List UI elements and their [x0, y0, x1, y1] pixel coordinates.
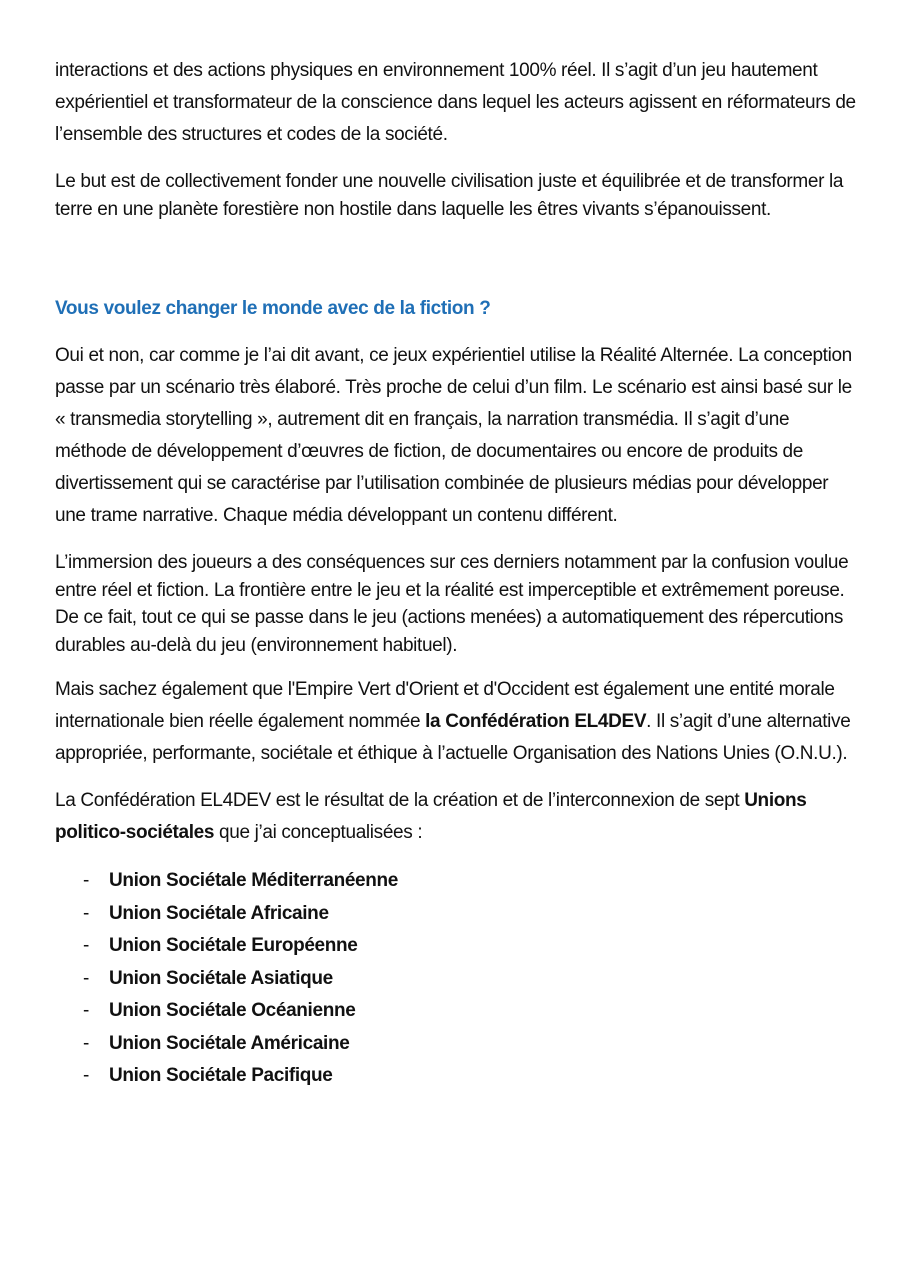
paragraph-goal: Le but est de collectivement fonder une nouvelle civilisation juste et équilibrée et de transformer la terre en une planète forestière non hostile dans laquelle les êtres vivants s’épanouissent. — [55, 171, 844, 220]
text-segment: que j’ai conceptualisées : — [214, 822, 423, 843]
paragraph-transmedia: Oui et non, car comme je l’ai dit avant, ce jeux expérientiel utilise la Réalité Alternée. La conception passe par un scénario très élaboré. Très proche de celui d’un film. Le scénario est ainsi basé sur le « transmedia storytelling », autrement dit en français, la narration transmédia. Il s’agit d’une méthode de développement d’œuvres de fiction, de documentaires ou encore de produits de divertissement qui se caractérise par l’utilisation combinée de plusieurs médias pour développer une trame narrative. Chaque média développant un contenu différent. — [55, 345, 852, 526]
list-dash: - — [83, 967, 89, 989]
union-name: Union Sociétale Asiatique — [109, 967, 333, 989]
text-segment: Mais sachez également que l'Empire Vert d'Orient et d'Occident est également une entité morale internationale bien réelle également nommée — [55, 679, 835, 732]
list-item — [55, 1060, 860, 1093]
union-name: Union Sociétale Méditerranéenne — [109, 870, 399, 891]
list-dash: - — [83, 1065, 89, 1086]
text-segment: La Confédération EL4DEV est le résultat de la création et de l’interconnexion de sept — [55, 790, 745, 811]
list-item — [55, 963, 860, 996]
union-name: Union Sociétale Pacifique — [109, 1065, 333, 1086]
text-segment: . Il s’agit d’une alternative appropriée, performante, sociétale et éthique à l’actuelle Organisation des Nations Unies (O.N.U.). — [55, 711, 851, 764]
paragraph-immersion: L’immersion des joueurs a des conséquences sur ces derniers notamment par la confusion voulue entre réel et fiction. La frontière entre le jeu et la réalité est imperceptible et extrêmement poreuse. De ce fait, tout ce qui se passe dans le jeu (actions menées) a automatiquement des répercutions durables au-delà du jeu (environnement habituel). — [55, 552, 849, 656]
union-name: Union Sociétale Océanienne — [109, 1000, 356, 1021]
confederation-name: la Confédération EL4DEV — [425, 711, 647, 732]
unions-term: Unions politico-sociétales — [55, 790, 807, 843]
list-item — [55, 865, 860, 898]
list-dash: - — [83, 935, 89, 956]
paragraph-confederation — [55, 674, 860, 770]
union-name: Union Sociétale Africaine — [109, 902, 329, 924]
list-item — [55, 1028, 860, 1061]
list-item — [55, 930, 860, 963]
document-page — [55, 55, 860, 1093]
list-item — [55, 995, 860, 1028]
paragraph-game-description: interactions et des actions physiques en environnement 100% réel. Il s’agit d’un jeu hautement expérientiel et transformateur de la conscience dans lequel les acteurs agissent en réformateurs de l’ensemble des structures et codes de la société. — [55, 60, 856, 145]
list-dash: - — [83, 1032, 89, 1054]
list-dash: - — [83, 870, 89, 891]
union-name: Union Sociétale Américaine — [109, 1032, 350, 1054]
paragraph-unions-intro — [55, 785, 860, 849]
list-dash: - — [83, 902, 89, 924]
union-name: Union Sociétale Européenne — [109, 935, 358, 956]
unions-list — [55, 865, 860, 1093]
list-dash: - — [83, 1000, 89, 1021]
list-item — [55, 898, 860, 931]
section-heading: Vous voulez changer le monde avec de la fiction ? — [55, 298, 491, 319]
